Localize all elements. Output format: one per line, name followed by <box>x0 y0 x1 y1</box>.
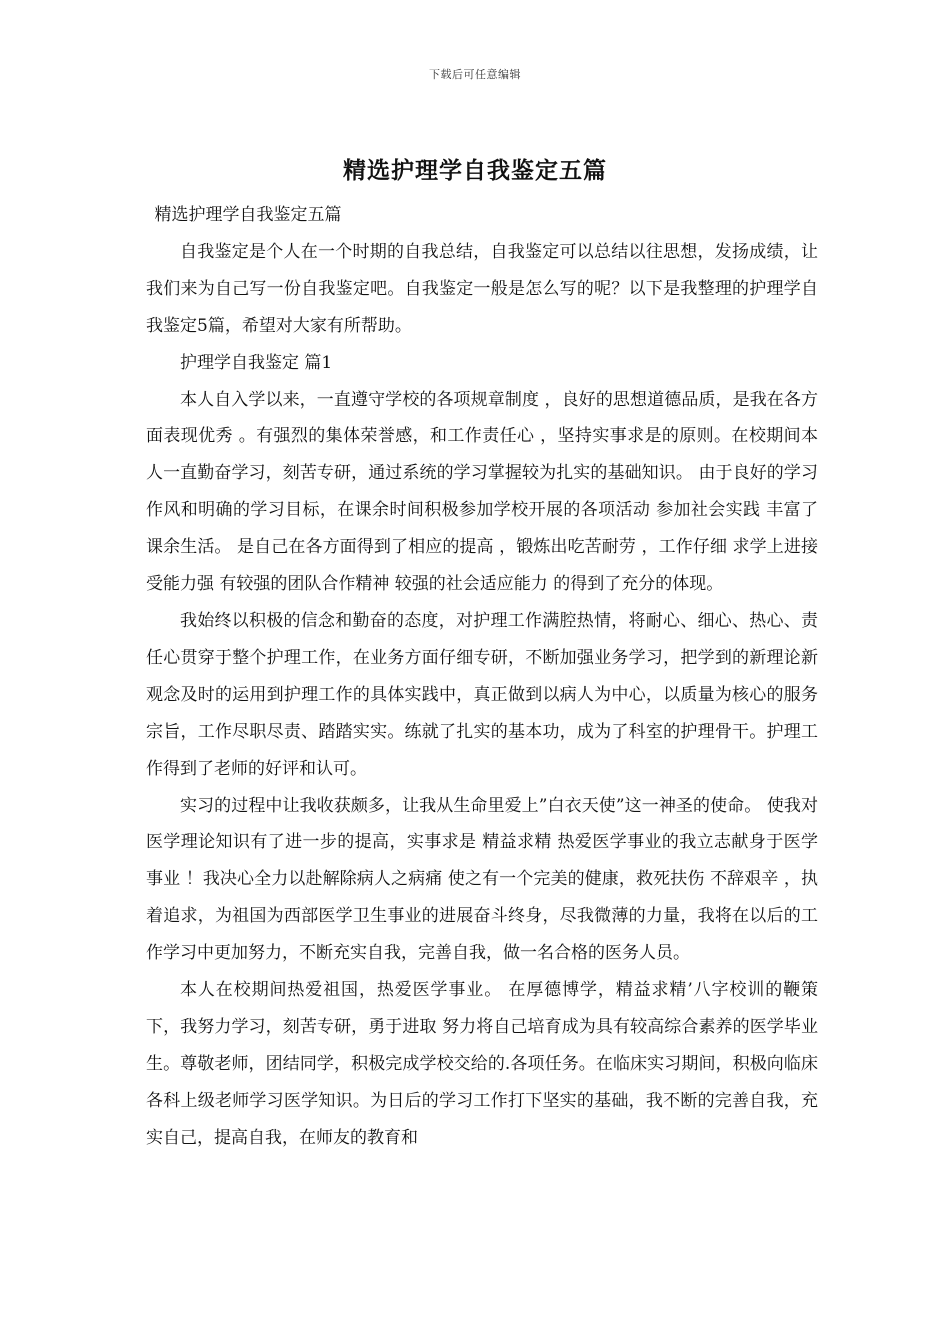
body-paragraph-3: 实习的过程中让我收获颇多，让我从生命里爱上”白衣天使”这一神圣的使命。 使我对医学理论知识有了进一步的提高，实事求是 精益求精 热爱医学事业的我立志献身于医学事业 ！我决心全力以赴解除病人之病痛 使之有一个完美的健康，救死扶伤 不辞艰辛 ，执着追求，为祖国为西部医学卫生事业的进展奋斗终身，尽我微薄的力量，我将在以后的工作学习中更加努力，不断充实自我，完善自我，做一名合格的医务人员。 <box>146 795 818 964</box>
document-title: 精选护理学自我鉴定五篇 <box>343 157 607 184</box>
document-subtitle: 精选护理学自我鉴定五篇 <box>154 205 342 225</box>
header-note: 下载后可任意编辑 <box>429 68 521 81</box>
section-heading: 护理学自我鉴定 篇1 <box>180 352 333 373</box>
body-paragraph-1: 本人自入学以来，一直遵守学校的各项规章制度 ，良好的思想道德品质，是我在各方面表现优秀 。有强烈的集体荣誉感，和工作责任心 ，坚持实事求是的原则。在校期间本人一直勤奋学习，刻苦专研，通过系统的学习掌握较为扎实的基础知识。 由于良好的学习作风和明确的学习目标，在课余时间积极参加学校开展的各项活动 参加社会实践 丰富了课余生活。 是自己在各方面得到了相应的提高 ，锻炼出吃苦耐劳 ，工作仔细 求学上进接受能力强 有较强的团队合作精神 较强的社会适应能力 的得到了充分的体现。 <box>146 389 818 595</box>
body-paragraph-4: 本人在校期间热爱祖国，热爱医学事业。 在厚德博学，精益求精’八字校训的鞭策下，我努力学习，刻苦专研，勇于进取 努力将自己培育成为具有较高综合素养的医学毕业生。尊敬老师，团结同学，积极完成学校交给的.各项任务。在临床实习期间，积极向临床各科上级老师学习医学知识。为日后的学习工作打下坚实的基础，我不断的完善自我，充实自己，提高自我，在师友的教育和 <box>146 980 818 1148</box>
document-body <box>146 197 818 1157</box>
intro-paragraph: 自我鉴定是个人在一个时期的自我总结，自我鉴定可以总结以往思想，发扬成绩，让我们来为自己写一份自我鉴定吧。自我鉴定一般是怎么写的呢？以下是我整理的护理学自我鉴定5篇，希望对大家有所帮助。 <box>146 241 818 336</box>
body-paragraph-2: 我始终以积极的信念和勤奋的态度，对护理工作满腔热情，将耐心、细心、热心、责任心贯穿于整个护理工作，在业务方面仔细专研，不断加强业务学习，把学到的新理论新观念及时的运用到护理工作的具体实践中，真正做到以病人为中心，以质量为核心的服务宗旨，工作尽职尽责、踏踏实实。练就了扎实的基本功，成为了科室的护理骨干。护理工作得到了老师的好评和认可。 <box>146 610 818 779</box>
